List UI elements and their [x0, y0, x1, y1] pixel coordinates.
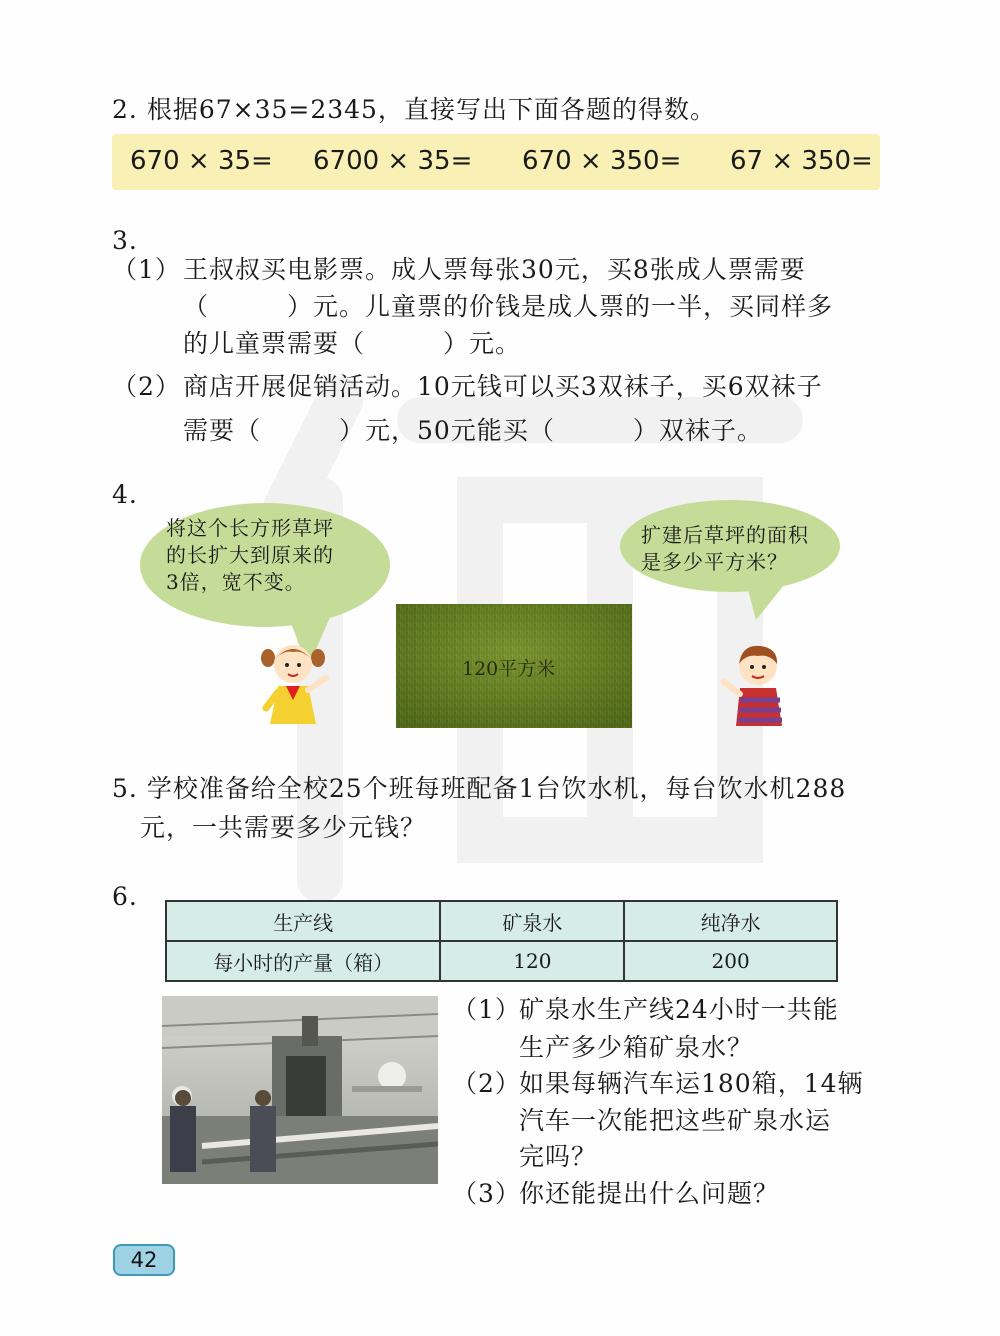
girl-figure: [258, 638, 330, 730]
table-header-line: 生产线: [166, 901, 440, 941]
q6-number: 6.: [112, 882, 138, 911]
table-cell-pure-water: 200: [624, 941, 837, 981]
q2-equation-1: 670 × 35=: [130, 146, 273, 176]
q5-line2: 元，一共需要多少元钱？: [140, 813, 427, 842]
q6-sub2-line1: 如果每辆汽车运180箱，14辆: [519, 1069, 864, 1098]
page-number-badge: 42: [113, 1244, 175, 1276]
girl-bubble-line3: 3倍，宽不变。: [166, 570, 306, 594]
q3-part1-line1: 王叔叔买电影票。成人票每张30元，买8张成人票需要: [183, 255, 806, 284]
q6-sub1-line2: 生产多少箱矿泉水？: [519, 1033, 754, 1062]
q6-sub3-marker: （3）: [452, 1179, 521, 1208]
q2-equation-3: 670 × 350=: [522, 146, 682, 176]
q2-equation-2: 6700 × 35=: [313, 146, 473, 176]
q2-number: 2.: [112, 95, 138, 124]
q4-number: 4.: [112, 480, 138, 509]
q6-sub1-line1: 矿泉水生产线24小时一共能: [519, 995, 839, 1024]
q6-sub2-marker: （2）: [452, 1069, 521, 1098]
production-table: [165, 900, 838, 982]
q3-part2-marker: （2）: [112, 372, 181, 401]
lawn-area-label: 120平方米: [462, 658, 556, 680]
q6-sub2-line2: 汽车一次能把这些矿泉水运: [519, 1106, 832, 1135]
girl-bubble-line1: 将这个长方形草坪: [166, 516, 334, 540]
boy-figure: [720, 640, 790, 732]
q3-number: 3.: [112, 226, 138, 255]
q2-prompt-text: 根据67×35=2345，直接写出下面各题的得数。: [146, 95, 716, 124]
q3-part1-marker: （1）: [112, 255, 181, 284]
q5-line1: [112, 769, 846, 805]
q2-prompt: [112, 90, 716, 126]
q6-sub2-line3: 完吗？: [519, 1142, 598, 1171]
q3-part1-line3: 的儿童票需要（ ）元。: [183, 329, 522, 358]
table-cell-mineral-water: 120: [440, 941, 624, 981]
q3-part2-line2: 需要（ ）元，50元能买（ ）双袜子。: [183, 416, 763, 445]
q6-sub3-line1: 你还能提出什么问题？: [519, 1179, 780, 1208]
table-row-label: 每小时的产量（箱）: [166, 941, 440, 981]
q6-sub1-marker: （1）: [452, 995, 521, 1024]
q5-number: 5.: [112, 774, 138, 803]
q3-part1-line2: （ ）元。儿童票的价钱是成人票的一半，买同样多: [183, 292, 834, 321]
q2-equation-4: 67 × 350=: [730, 146, 873, 176]
boy-bubble-line2: 是多少平方米？: [641, 550, 788, 574]
table-header-mineral-water: 矿泉水: [440, 901, 624, 941]
table-header-pure-water: 纯净水: [624, 901, 837, 941]
girl-bubble-line2: 的长扩大到原来的: [166, 543, 334, 567]
q3-part2-line1: 商店开展促销活动。10元钱可以买3双袜子，买6双袜子: [183, 372, 823, 401]
table-row: [166, 941, 837, 981]
factory-photo: [162, 996, 438, 1184]
q5-line1-text: 学校准备给全校25个班每班配备1台饮水机，每台饮水机288: [146, 774, 847, 803]
table-header-row: [166, 901, 837, 941]
boy-bubble-line1: 扩建后草坪的面积: [641, 523, 809, 547]
